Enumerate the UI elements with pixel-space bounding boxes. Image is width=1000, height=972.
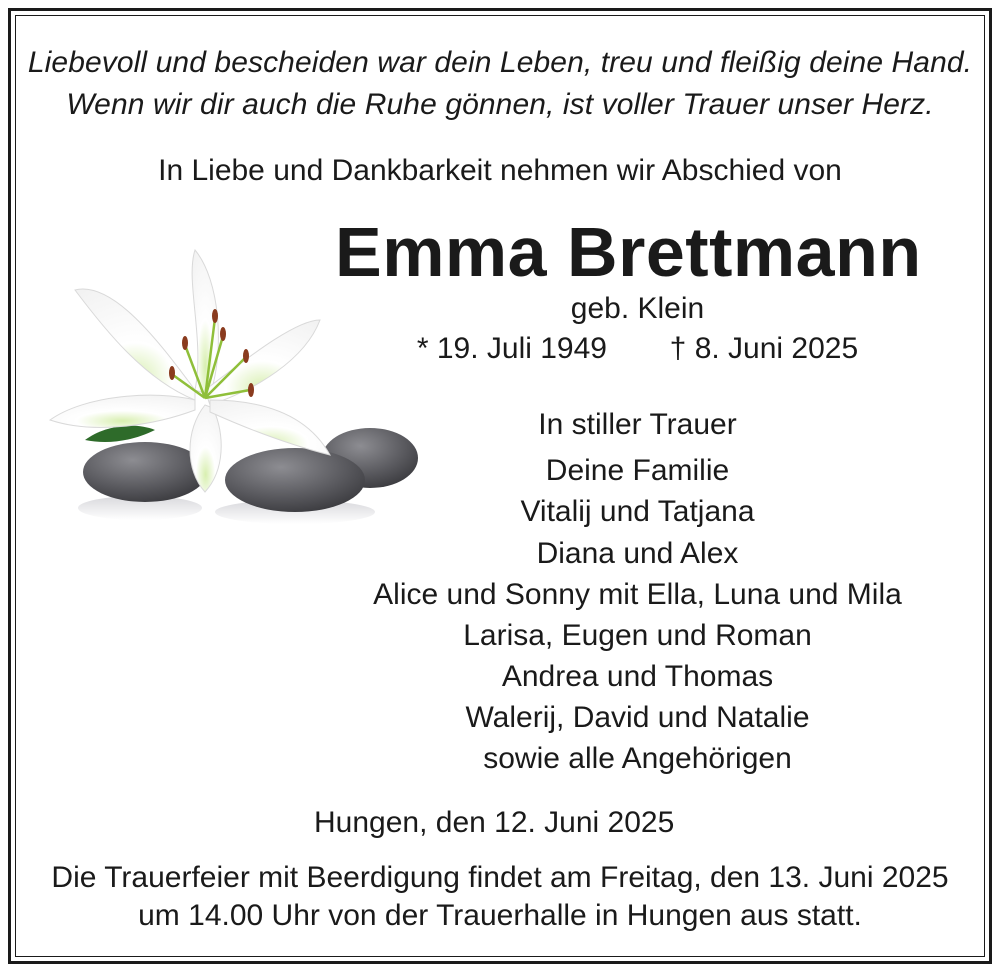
mourner-line: Larisa, Eugen und Roman bbox=[463, 619, 812, 652]
mourner-line: Andrea und Thomas bbox=[501, 660, 774, 693]
deceased-name: Emma Brettmann bbox=[335, 213, 922, 291]
verse-line-2: Wenn wir dir auch die Ruhe gönnen, ist voller Trauer unser Herz. bbox=[66, 88, 934, 121]
birth-date: * 19. Juli 1949 bbox=[416, 332, 607, 365]
mourner-line: sowie alle Angehörigen bbox=[483, 742, 792, 775]
mourner-line: Diana und Alex bbox=[536, 537, 739, 570]
life-dates bbox=[340, 332, 935, 366]
funeral-line-2: um 14.00 Uhr von der Trauerhalle in Hungen aus statt. bbox=[138, 899, 862, 932]
mourners-heading: In stiller Trauer bbox=[538, 408, 737, 441]
verse-line-1: Liebevoll und bescheiden war dein Leben, treu und fleißig deine Hand. bbox=[27, 46, 973, 79]
mourner-line: Walerij, David und Natalie bbox=[465, 701, 810, 734]
death-date: † 8. Juni 2025 bbox=[669, 332, 859, 365]
mourner-line: Deine Familie bbox=[545, 454, 730, 487]
place-date: Hungen, den 12. Juni 2025 bbox=[314, 806, 675, 839]
mourner-line: Vitalij und Tatjana bbox=[520, 495, 755, 528]
funeral-line-1: Die Trauerfeier mit Beerdigung findet am Freitag, den 13. Juni 2025 bbox=[51, 861, 949, 894]
intro-text: In Liebe und Dankbarkeit nehmen wir Abschied von bbox=[158, 154, 842, 187]
mourner-line: Alice und Sonny mit Ella, Luna und Mila bbox=[373, 578, 902, 611]
maiden-name: geb. Klein bbox=[570, 292, 705, 325]
